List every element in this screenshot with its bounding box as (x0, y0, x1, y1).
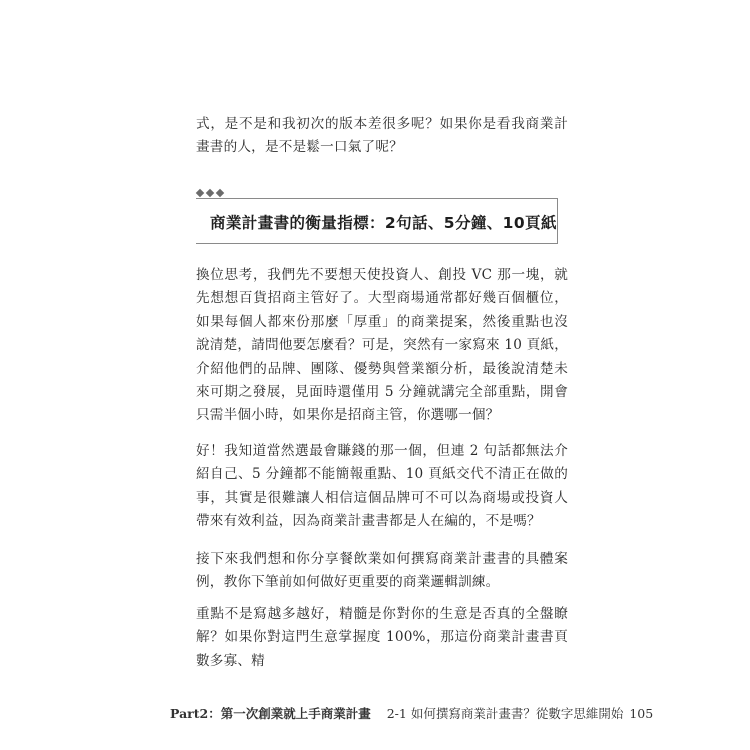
page-footer (170, 704, 654, 722)
intro-paragraph: 式，是不是和我初次的版本差很多呢？如果你是看我商業計畫書的人，是不是鬆一口氣了呢？ (196, 116, 568, 156)
diamond-icon (216, 189, 224, 197)
body-paragraph-4: 重點不是寫越多越好，精髓是你對你的生意是否真的全盤瞭解？如果你對這門生意掌握度 100%，那這份商業計畫書頁數多寡、精 (196, 606, 568, 669)
footer-part-label: Part2：第一次創業就上手商業計畫 (170, 706, 371, 721)
section-heading-box (196, 198, 558, 244)
body-paragraph-3: 接下來我們想和你分享餐飲業如何撰寫商業計畫書的具體案例，教你下筆前如何做好更重要的商業邏輯訓練。 (196, 551, 568, 591)
body-paragraph-2: 好！我知道當然選最會賺錢的那一個，但連 2 句話都無法介紹自己、5 分鐘都不能簡報重點、10 頁紙交代不清正在做的事，其實是很難讓人相信這個品牌可不可以為商場或投資人帶來有效利益，因為商業計畫書都是人在編的，不是嗎？ (196, 443, 568, 530)
page-number: 105 (629, 705, 654, 721)
diamond-icon (206, 189, 214, 197)
body-paragraph-1: 換位思考，我們先不要想天使投資人、創投 VC 那一塊，就先想想百貨招商主管好了。大型商場通常都好幾百個櫃位，如果每個人都來份那麼「厚重」的商業提案，然後重點也沒說清楚，請問他要怎麼看？可是，突然有一家寫來 10 頁紙，介紹他們的品牌、團隊、優勢與營業額分析，最後說清楚未來可期之發展，見面時還僅用 5 分鐘就講完全部重點，開會只需半個小時，如果你是招商主管，你選哪一個？ (196, 267, 568, 424)
section-heading: 商業計畫書的衡量指標：2句話、5分鐘、10頁紙 (210, 214, 557, 232)
diamond-ornament-icon (196, 188, 224, 198)
footer-chapter-label: 2-1 如何撰寫商業計畫書？從數字思維開始 (386, 706, 624, 721)
diamond-icon (196, 189, 204, 197)
